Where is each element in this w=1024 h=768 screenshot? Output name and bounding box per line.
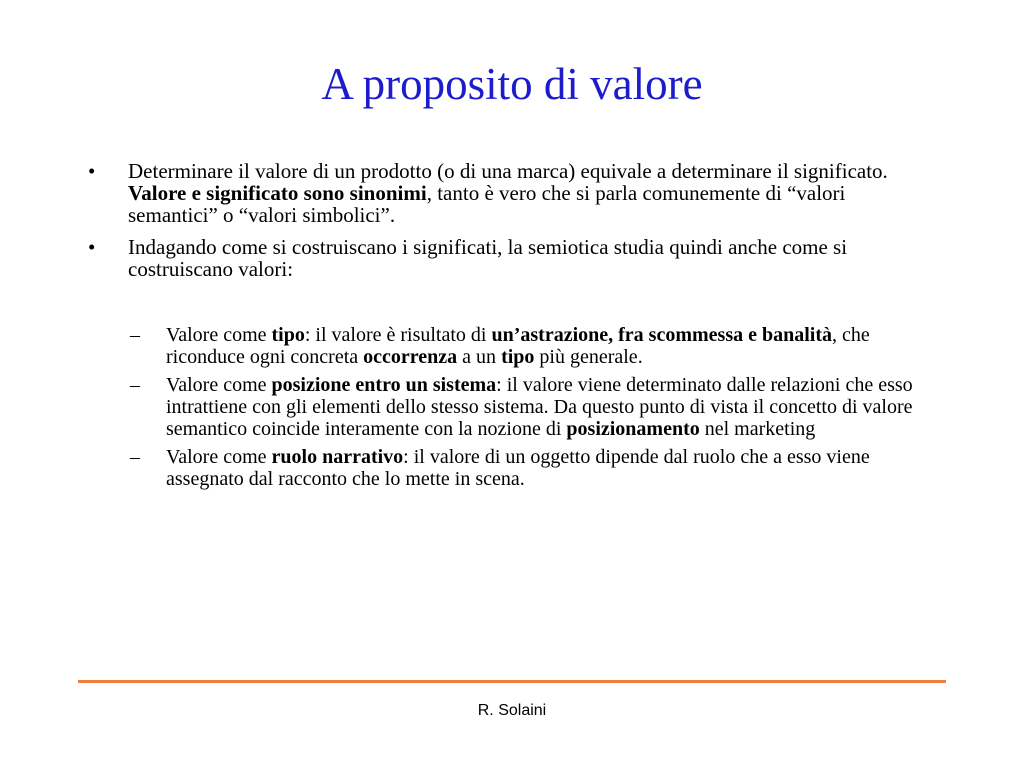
sub-bullet-item bbox=[86, 324, 946, 368]
footer-divider bbox=[78, 680, 946, 683]
text-run: Determinare il valore di un prodotto (o di una marca) equivale a determinare il significato. bbox=[128, 159, 888, 183]
text-run: a un bbox=[457, 346, 502, 368]
bold-text: tipo bbox=[501, 346, 535, 368]
spacer bbox=[86, 290, 946, 324]
dash-icon: – bbox=[130, 446, 140, 468]
sub-bullet-text bbox=[166, 324, 946, 368]
text-run: Valore come bbox=[166, 324, 272, 346]
bold-text: occorrenza bbox=[363, 346, 458, 368]
sub-bullet-item bbox=[86, 446, 946, 490]
bullet-item bbox=[86, 160, 946, 226]
text-run: , tanto è vero che si parla comunemente di “valori semantici” o “valori simbolici”. bbox=[128, 181, 846, 227]
text-run: nel marketing bbox=[699, 418, 816, 440]
text-run: Valore come bbox=[166, 446, 272, 468]
bullet-text bbox=[128, 160, 946, 226]
text-run: , che riconduce ogni concreta bbox=[166, 324, 870, 368]
bold-text: posizionamento bbox=[566, 418, 700, 440]
sub-bullet-text bbox=[166, 446, 946, 490]
slide-title: A proposito di valore bbox=[321, 59, 703, 109]
bullet-item bbox=[86, 236, 946, 280]
text-run: Indagando come si costruiscano i significati, la semiotica studia quindi anche come si costruiscano valori: bbox=[128, 235, 848, 281]
bold-text: posizione entro un sistema bbox=[271, 374, 497, 396]
sub-bullet-text bbox=[166, 374, 946, 440]
dash-icon: – bbox=[130, 374, 140, 396]
text-run: : il valore è risultato di bbox=[304, 324, 492, 346]
text-run: : il valore viene determinato dalle relazioni che esso intrattiene con gli elementi dello stesso sistema. Da questo punto di vista il concetto di valore semantico coincide interamente con la nozione di bbox=[166, 374, 913, 440]
text-run: : il valore di un oggetto dipende dal ruolo che a esso viene assegnato dal racconto che lo mette in scena. bbox=[166, 446, 870, 490]
bullet-icon: • bbox=[88, 235, 96, 259]
bold-text: ruolo narrativo bbox=[271, 446, 404, 468]
slide-body bbox=[86, 160, 946, 496]
text-run: Valore come bbox=[166, 374, 272, 396]
bold-text: un’astrazione, fra scommessa e banalità bbox=[491, 324, 833, 346]
bold-text: tipo bbox=[271, 324, 305, 346]
bold-text: Valore e significato sono sinonimi bbox=[128, 181, 427, 205]
footer-author: R. Solaini bbox=[477, 702, 547, 719]
bullet-icon: • bbox=[88, 159, 96, 183]
sub-bullet-item bbox=[86, 374, 946, 440]
text-run: più generale. bbox=[534, 346, 643, 368]
dash-icon: – bbox=[130, 324, 140, 346]
bullet-text bbox=[128, 236, 946, 280]
